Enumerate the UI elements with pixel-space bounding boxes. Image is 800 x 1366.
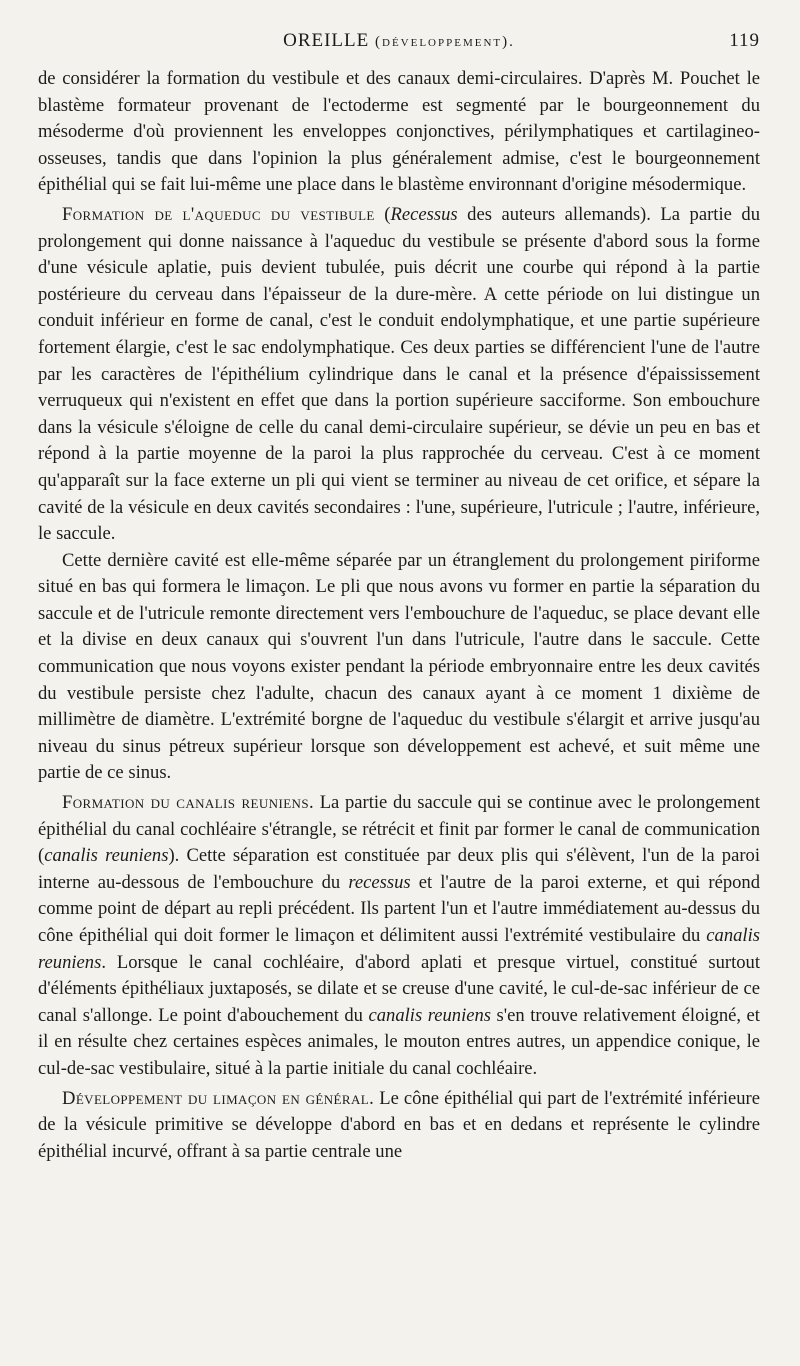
running-title-subtitle: (développement). — [375, 34, 515, 50]
paragraph-canalis-reuniens — [38, 790, 760, 1083]
body-text — [38, 66, 760, 1165]
section-heading: Formation du canalis reuniens. — [62, 792, 315, 814]
paragraph-saccule — [38, 548, 760, 787]
running-title — [38, 30, 760, 52]
paragraph-text: s'en trouve relativement éloigné, et il en résulte chez certaines espèces animales, le mouton entres autres, un appendice conique, le cul-de-sac vestibulaire, situé à la partie initiale du canal cochléaire. — [38, 1004, 760, 1079]
italic-term: canalis reuniens — [44, 845, 169, 867]
paragraph-text: de considérer la formation du vestibule et des canaux demi-circulaires. D'après M. Pouchet le blastème formateur provenant de l'ectoderme est segmenté par le bourgeonnement du mésoderme d'où proviennent les enveloppes conjonctives, périlymphatiques et cartilagineo-osseuses, tandis que dans l'opinion la plus généralement admise, c'est le bourgeonnement épithélial qui se fait lui-même une place dans le blastème environnant d'origine mésodermique. — [38, 68, 760, 196]
paragraph-text: Le cône épithélial qui part de l'extrémité inférieure de la vésicule primitive se développe d'abord en bas et en dedans et représente le cylindre épithélial incurvé, offrant à sa partie centrale une — [38, 1087, 760, 1162]
paragraph-text: Cette dernière cavité est elle-même séparée par un étranglement du prolongement piriforme situé en bas qui formera le limaçon. Le pli que nous avons vu former en partie la séparation du saccule et de l'utricule remonte directement vers l'embouchure de l'aqueduc, se place devant elle et la divise en deux canaux qui s'ouvrent l'un dans l'utricule, l'autre dans le saccule. Cette communication que nous voyons exister pendant la période embryonnaire entre les deux cavités du vestibule persiste chez l'adulte, chacun des canaux ayant à ce moment 1 dixième de millimètre de diamètre. L'extrémité borgne de l'aqueduc du vestibule s'élargit et arrive jusqu'au niveau du sinus pétreux supérieur lorsque son développement est achevé, et suit même une partie de ce sinus. — [38, 549, 760, 784]
paragraph-text: des auteurs allemands). La partie du prolongement qui donne naissance à l'aqueduc du vestibule se présente d'abord sous la forme d'une vésicule aplatie, puis devient tubulée, puis décrit une courbe qui répond à la partie postérieure du cerveau dans l'épaisseur de la dure-mère. A cette période on lui distingue un conduit inférieur en forme de canal, c'est le conduit endolymphatique, et une partie supérieure fortement élargie, c'est le sac endolymphatique. Ces deux parties se différencient l'une de l'autre par les caractères de l'épithélium cylindrique dans le canal et la présence d'épaississement verruqueux qui n'existent en effet que dans la portion supérieure sacciforme. Son embouchure dans la vésicule s'éloigne de celle du canal demi-circulaire supérieur, se dévie un peu en bas et répond à la partie moyenne de la paroi la plus rapprochée du cerveau. C'est à ce moment qu'apparaît sur la face externe un pli qui vient se terminer au niveau de cet orifice, et sépare la cavité de la vésicule en deux cavités secondaires : l'une, supérieure, l'utricule ; l'autre, inférieure, le saccule. — [38, 203, 761, 545]
paragraph-text: ( — [374, 203, 391, 225]
paragraph-text: . Lorsque le canal cochléaire, d'abord aplati et presque virtuel, constitué surtout d'éléments épithéliaux juxtaposés, se dilate et se creuse d'une cavité, le cul-de-sac inférieur de ce canal s'allonge. Le point d'abouchement du — [38, 951, 760, 1026]
running-title-main: OREILLE — [283, 30, 370, 51]
italic-term: recessus — [348, 871, 411, 893]
italic-term: canalis reuniens — [368, 1004, 492, 1026]
section-heading: Formation de l'aqueduc du vestibule — [62, 203, 375, 225]
paragraph-limacon — [38, 1086, 760, 1166]
paragraph-aqueduc-vestibule — [38, 202, 760, 548]
paragraph-continuation — [38, 66, 760, 199]
running-head — [38, 30, 760, 66]
italic-term: Recessus — [390, 203, 458, 225]
page-number: 119 — [729, 30, 760, 51]
paragraph-text: et l'autre de la paroi externe, et qui répond comme point de départ au repli précédent. Ils partent l'un et l'autre immédiatement au-dessus du cône épithélial qui doit former le limaçon et délimitent aussi l'extrémité vestibulaire du — [38, 871, 761, 946]
paragraph-text: ). Cette séparation est constituée par deux plis qui s'élèvent, l'un de la paroi interne au-dessous de l'embouchure du — [38, 845, 760, 893]
italic-term: canalis reuniens — [38, 925, 760, 973]
section-heading: Développement du limaçon en général. — [62, 1087, 375, 1109]
paragraph-text: La partie du saccule qui se continue avec le prolongement épithélial du canal cochléaire s'étrangle, se rétrécit et finit par former le canal de communication ( — [38, 792, 761, 867]
